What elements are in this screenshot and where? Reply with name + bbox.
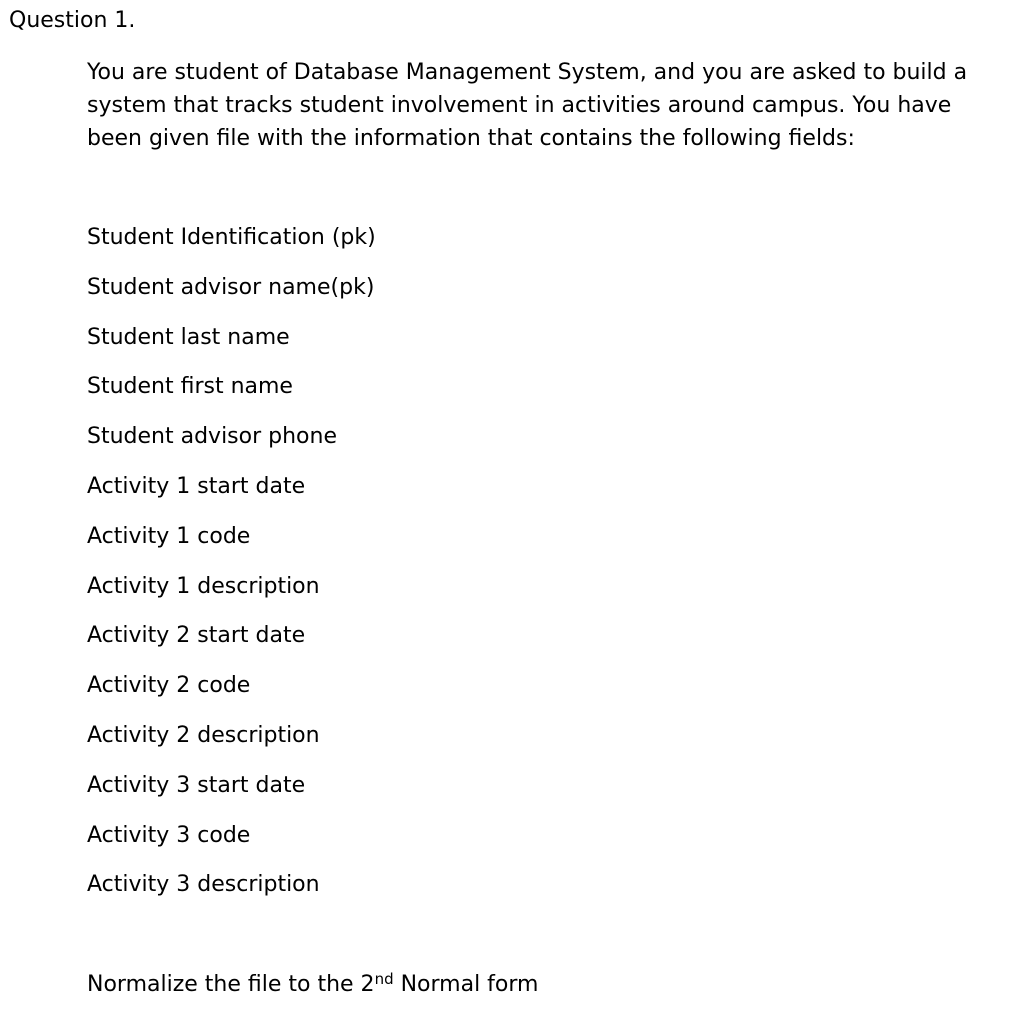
field-item: Activity 2 code	[87, 673, 251, 699]
field-list	[87, 221, 376, 918]
instruction-text-end: Normal form	[393, 972, 539, 997]
field-item: Activity 3 description	[87, 872, 320, 898]
field-item: Student advisor name(pk)	[87, 274, 375, 300]
instruction-text: Normalize the file to the 2	[87, 972, 375, 997]
field-item: Activity 1 description	[87, 573, 320, 599]
field-item: Activity 3 start date	[87, 772, 306, 798]
field-item: Activity 1 code	[87, 523, 251, 549]
field-item: Activity 2 start date	[87, 623, 306, 649]
field-item: Activity 3 code	[87, 822, 251, 848]
field-item: Activity 2 description	[87, 722, 320, 748]
field-item: Student Identification (pk)	[87, 225, 376, 250]
field-item: Student last name	[87, 324, 290, 350]
field-item: Student advisor phone	[87, 424, 337, 450]
question-heading: Question 1.	[9, 8, 136, 33]
instruction-superscript: nd	[374, 970, 394, 988]
field-item: Student first name	[87, 374, 293, 400]
field-item: Activity 1 start date	[87, 473, 306, 499]
intro-paragraph: You are student of Database Management System, and you are asked to build a system that tracks student involvement in activities around campus. You have been given file with the information that contains the following fields:	[87, 60, 968, 151]
normalize-instruction	[87, 968, 538, 1001]
